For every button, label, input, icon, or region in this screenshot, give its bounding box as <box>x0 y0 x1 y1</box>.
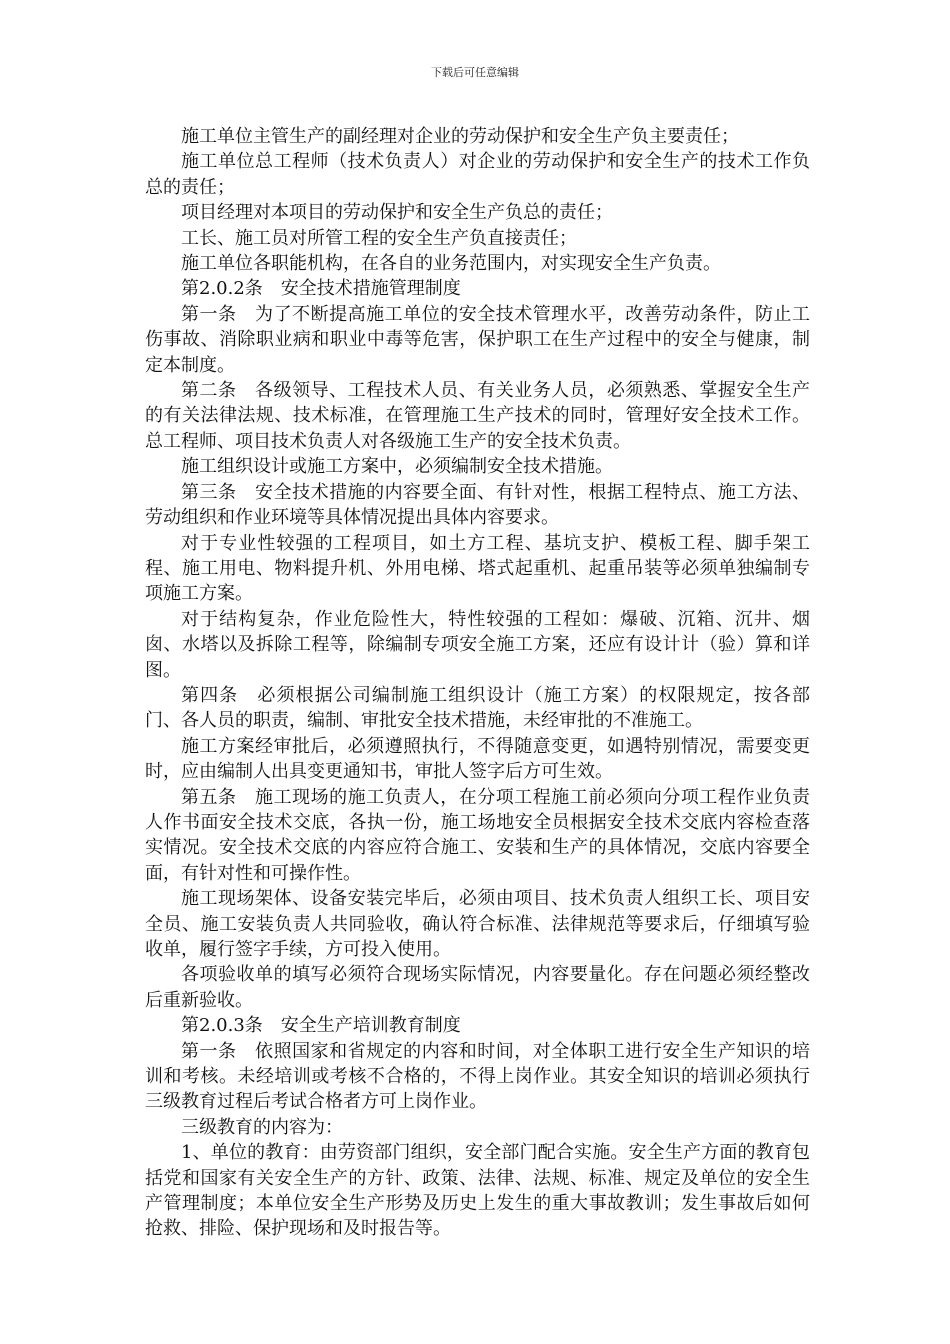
paragraph: 各项验收单的填写必须符合现场实际情况，内容要量化。存在问题必须经整改后重新验收。 <box>145 964 810 1011</box>
section-heading: 第2.0.2条 安全技术措施管理制度 <box>181 278 461 300</box>
paragraph: 第一条 依照国家和省规定的内容和时间，对全体职工进行安全生产知识的培训和考核。未经培训或考核不合格的，不得上岗作业。其安全知识的培训必须执行三级教育过程后考试合格者方可上岗作业。 <box>145 1040 810 1113</box>
paragraph: 第四条 必须根据公司编制施工组织设计（施工方案）的权限规定，按各部门、各人员的职责，编制、审批安全技术措施，未经审批的不准施工。 <box>145 684 810 732</box>
paragraph: 三级教育的内容为： <box>181 1116 343 1138</box>
section-heading: 第2.0.3条 安全生产培训教育制度 <box>181 1015 461 1037</box>
page-header: 下载后可任意编辑 <box>431 66 519 79</box>
document-body <box>145 124 810 1242</box>
paragraph: 施工单位各职能机构，在各自的业务范围内，对实现安全生产负责。 <box>181 253 721 275</box>
paragraph: 对于专业性较强的工程项目，如土方工程、基坑支护、模板工程、脚手架工程、施工用电、物料提升机、外用电梯、塔式起重机、起重吊装等必须单独编制专项施工方案。 <box>145 532 810 605</box>
paragraph: 第三条 安全技术措施的内容要全面、有针对性，根据工程特点、施工方法、劳动组织和作业环境等具体情况提出具体内容要求。 <box>145 481 810 529</box>
paragraph: 项目经理对本项目的劳动保护和安全生产负总的责任； <box>181 202 613 224</box>
paragraph: 工长、施工员对所管工程的安全生产负直接责任； <box>181 227 577 249</box>
paragraph: 第一条 为了不断提高施工单位的安全技术管理水平，改善劳动条件，防止工伤事故、消除职业病和职业中毒等危害，保护职工在生产过程中的安全与健康，制定本制度。 <box>145 303 810 376</box>
paragraph: 对于结构复杂，作业危险性大，特性较强的工程如：爆破、沉箱、沉井、烟囱、水塔以及拆除工程等，除编制专项安全施工方案，还应有设计计（验）算和详图。 <box>145 608 810 681</box>
paragraph: 第二条 各级领导、工程技术人员、有关业务人员，必须熟悉、掌握安全生产的有关法律法规、技术标准，在管理施工生产技术的同时，管理好安全技术工作。总工程师、项目技术负责人对各级施工生产的安全技术负责。 <box>145 380 810 452</box>
paragraph: 施工方案经审批后，必须遵照执行，不得随意变更，如遇特别情况，需要变更时，应由编制人出具变更通知书，审批人签字后方可生效。 <box>145 735 810 783</box>
paragraph: 施工单位总工程师（技术负责人）对企业的劳动保护和安全生产的技术工作负总的责任； <box>145 151 810 198</box>
paragraph: 施工组织设计或施工方案中，必须编制安全技术措施。 <box>181 456 613 478</box>
paragraph: 施工现场架体、设备安装完毕后，必须由项目、技术负责人组织工长、项目安全员、施工安装负责人共同验收，确认符合标准、法律规范等要求后，仔细填写验收单，履行签字手续，方可投入使用。 <box>145 888 810 960</box>
paragraph: 施工单位主管生产的副经理对企业的劳动保护和安全生产负主要责任； <box>181 126 739 147</box>
paragraph: 第五条 施工现场的施工负责人，在分项工程施工前必须向分项工程作业负责人作书面安全技术交底，各执一份，施工场地安全员根据安全技术交底内容检查落实情况。安全技术交底的内容应符合施工、安装和生产的具体情况，交底内容要全面，有针对性和可操作性。 <box>145 786 810 884</box>
paragraph: 1、单位的教育：由劳资部门组织，安全部门配合实施。安全生产方面的教育包括党和国家有关安全生产的方针、政策、法律、法规、标准、规定及单位的安全生产管理制度；本单位安全生产形势及历史上发生的重大事故教训；发生事故后如何抢救、排险、保护现场和及时报告等。 <box>145 1142 810 1240</box>
